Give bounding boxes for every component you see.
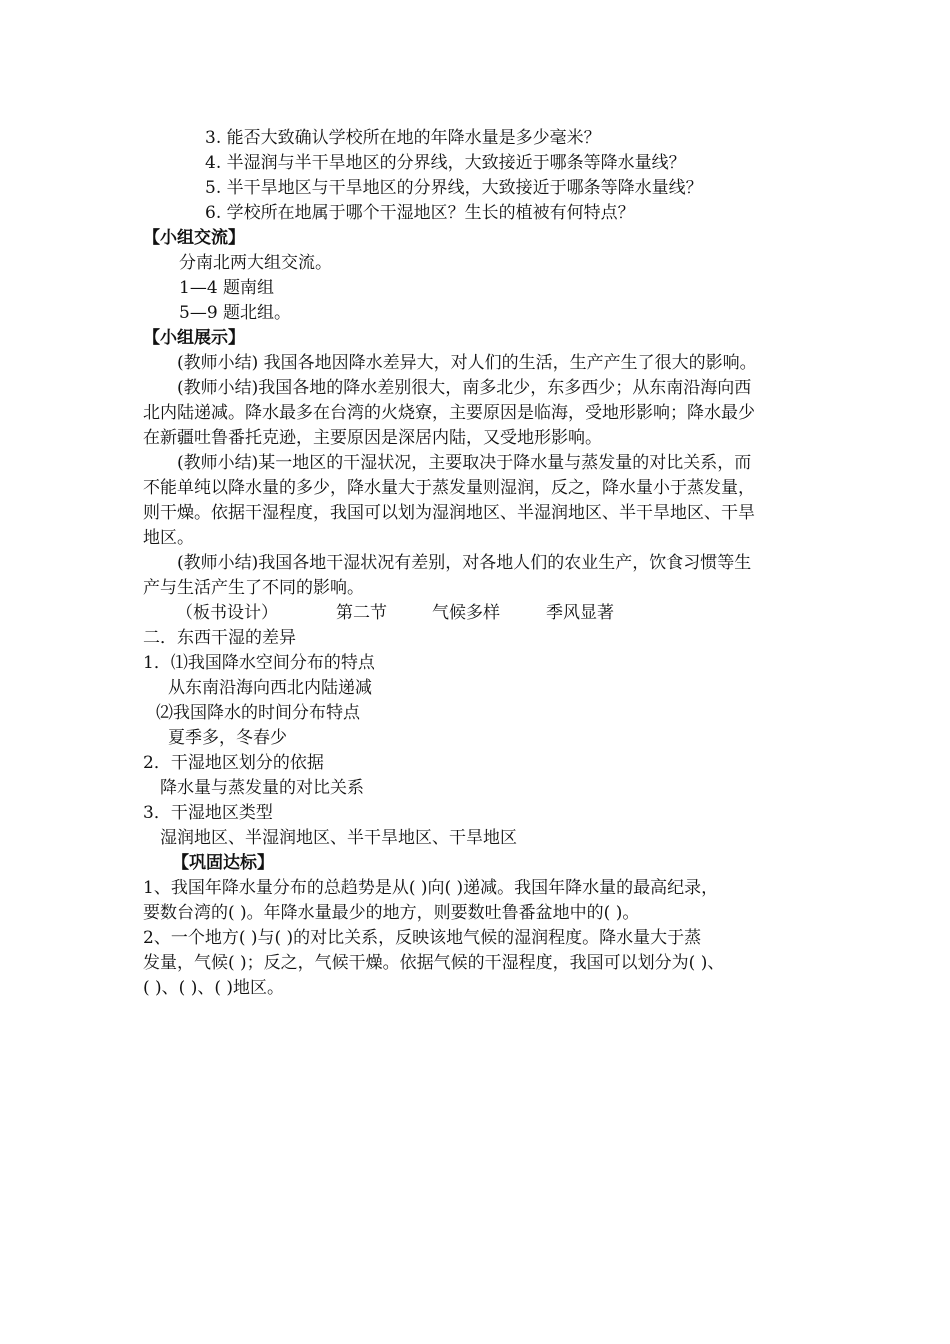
outline-line: 二．东西干湿的差异 [143, 628, 296, 648]
body-line: (教师小结) 我国各地因降水差异大，对人们的生活，生产产生了很大的影响。 [177, 353, 757, 373]
question-item: 4. 半湿润与半干旱地区的分界线，大致接近于哪条等降水量线？ [205, 153, 686, 173]
outline-line: 湿润地区、半湿润地区、半干旱地区、干旱地区 [160, 828, 517, 848]
section-heading-group-show: 【小组展示】 [143, 328, 245, 348]
question-item: 3. 能否大致确认学校所在地的年降水量是多少毫米？ [205, 128, 601, 148]
body-line: 产与生活产生了不同的影响。 [143, 578, 364, 598]
board-design-label: （板书设计） [176, 603, 278, 623]
body-line: 1—4 题南组 [179, 278, 275, 298]
practice-line: 发量，气候( )；反之，气候干燥。依据气候的干湿程度，我国可以划分为( )、 [143, 953, 725, 973]
outline-line: ⑵我国降水的时间分布特点 [156, 703, 360, 723]
body-line: 则干燥。依据干湿程度，我国可以划为湿润地区、半湿润地区、半干旱地区、干旱 [143, 503, 755, 523]
body-line: 5—9 题北组。 [179, 303, 292, 323]
body-line: 北内陆递减。降水最多在台湾的火烧寮，主要原因是临海，受地形影响；降水最少 [143, 403, 755, 423]
question-item: 6. 学校所在地属于哪个干湿地区？生长的植被有何特点？ [205, 203, 635, 223]
body-line: 不能单纯以降水量的多少，降水量大于蒸发量则湿润，反之，降水量小于蒸发量， [143, 478, 755, 498]
body-line: 地区。 [143, 528, 194, 548]
board-design-title: 气候多样 [432, 603, 500, 623]
body-line: (教师小结)我国各地干湿状况有差别，对各地人们的农业生产，饮食习惯等生 [177, 553, 752, 573]
outline-line: 1．⑴我国降水空间分布的特点 [143, 653, 375, 673]
body-line: (教师小结)某一地区的干湿状况，主要取决于降水量与蒸发量的对比关系，而 [177, 453, 752, 473]
board-design-section: 第二节 [336, 603, 387, 623]
section-heading-group-exchange: 【小组交流】 [143, 228, 245, 248]
practice-line: 2、一个地方( )与( )的对比关系，反映该地气候的湿润程度。降水量大于蒸 [143, 928, 702, 948]
outline-line: 3．干湿地区类型 [143, 803, 273, 823]
board-design-title: 季风显著 [546, 603, 614, 623]
body-line: (教师小结)我国各地的降水差别很大，南多北少，东多西少；从东南沿海向西 [177, 378, 752, 398]
practice-line: ( )、( )、( )地区。 [143, 978, 285, 998]
body-line: 在新疆吐鲁番托克逊，主要原因是深居内陆，又受地形影响。 [143, 428, 602, 448]
section-heading-practice: 【巩固达标】 [172, 853, 274, 873]
practice-line: 要数台湾的( )。年降水量最少的地方，则要数吐鲁番盆地中的( )。 [143, 903, 640, 923]
question-item: 5. 半干旱地区与干旱地区的分界线，大致接近于哪条等降水量线？ [205, 178, 703, 198]
practice-line: 1、我国年降水量分布的总趋势是从( )向( )递减。我国年降水量的最高纪录， [143, 878, 719, 898]
outline-line: 降水量与蒸发量的对比关系 [160, 778, 364, 798]
body-line: 分南北两大组交流。 [179, 253, 332, 273]
outline-line: 夏季多，冬春少 [168, 728, 287, 748]
outline-line: 2．干湿地区划分的依据 [143, 753, 324, 773]
outline-line: 从东南沿海向西北内陆递减 [168, 678, 372, 698]
